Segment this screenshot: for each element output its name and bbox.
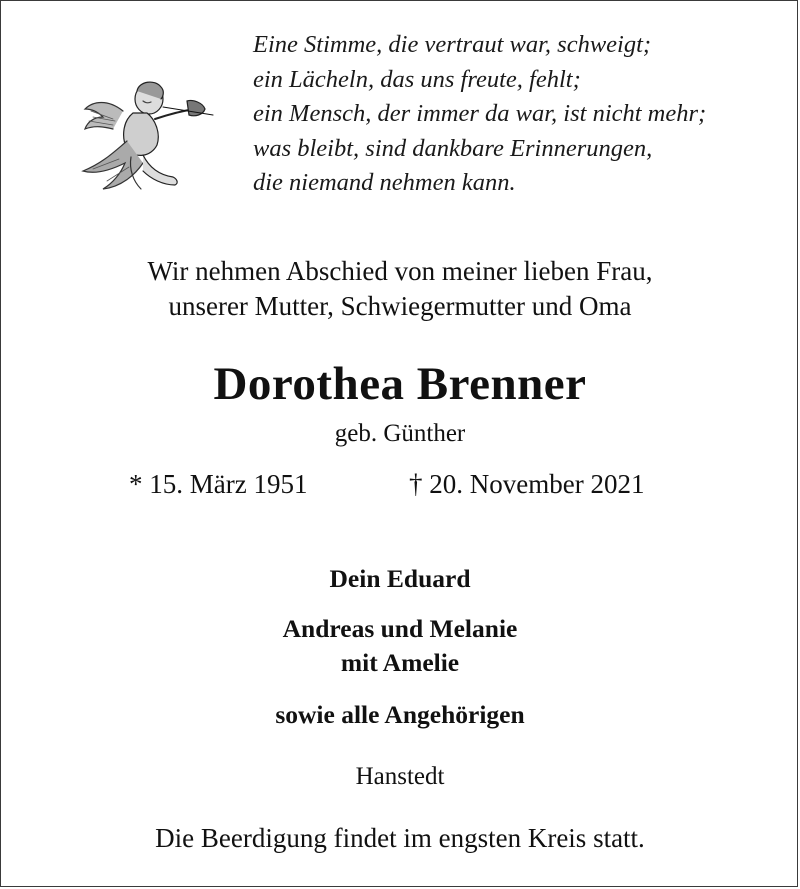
angel-illustration [63,71,218,196]
poem-line: Eine Stimme, die vertraut war, schweigt; [253,31,652,58]
poem-line: die niemand nehmen kann. [253,169,516,196]
mourner-line: Andreas und Melanie [282,614,518,643]
intro-line: unserer Mutter, Schwiegermutter und Oma [168,291,632,321]
intro-line: Wir nehmen Abschied von meiner lieben Frau, [147,256,653,286]
deceased-name: Dorothea Brenner [213,358,587,410]
maiden-name: geb. Günther [334,420,466,447]
mourner-relatives: sowie alle Angehörigen [275,700,525,729]
mourner-spouse: Dein Eduard [329,564,471,593]
farewell-intro [1,254,798,324]
poem-line: ein Lächeln, das uns freute, fehlt; [253,65,581,93]
mourner-line: mit Amelie [340,648,460,677]
place-name: Hanstedt [355,763,445,790]
funeral-note: Die Beerdigung findet im engsten Kreis statt. [155,823,645,853]
birth-date: * 15. März 1951 [129,469,308,499]
mourner-children [1,612,798,680]
poem-line: was bleibt, sind dankbare Erinnerungen, [253,134,653,162]
death-date: † 20. November 2021 [409,469,645,499]
poem-line: ein Mensch, der immer da war, ist nicht mehr; [253,100,707,127]
poem [253,28,706,201]
